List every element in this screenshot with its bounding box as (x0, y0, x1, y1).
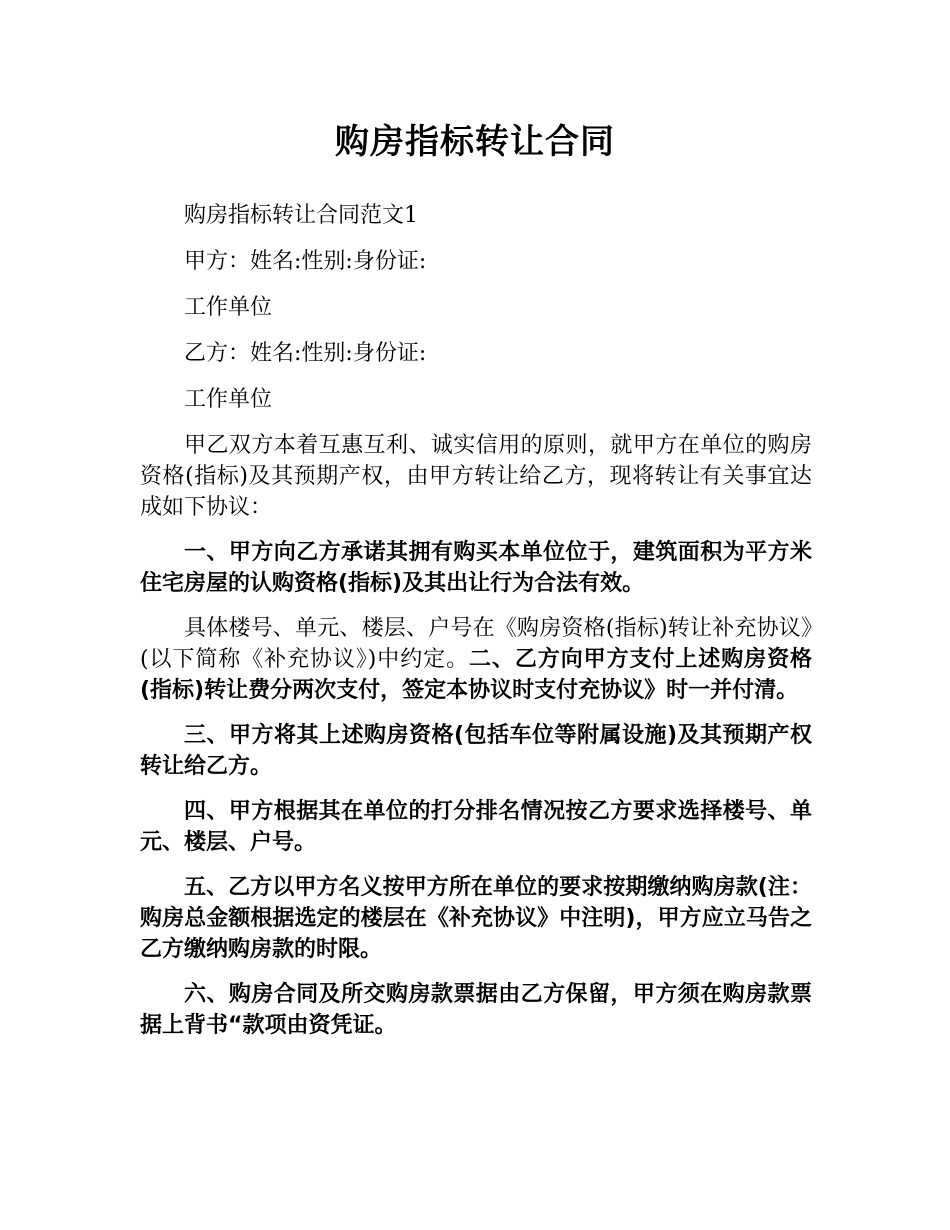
party-a-line: 甲方：姓名:性别:身份证: (184, 249, 427, 274)
clause-1-paragraph: 一、甲方向乙方承诺其拥有购买本单位位于，建筑面积为平方米住宅房屋的认购资格(指标)及其出让行为合法有效。 (140, 540, 812, 596)
preamble-paragraph: 甲乙双方本着互惠互利、诚实信用的原则，就甲方在单位的购房资格(指标)及其预期产权，由甲方转让给乙方，现将转让有关事宜达成如下协议： (140, 433, 812, 520)
clause-4-paragraph: 四、甲方根据其在单位的打分排名情况按乙方要求选择楼号、单元、楼层、户号。 (140, 799, 812, 855)
clause-2-detail-text: 具体楼号、单元、楼层、户号在《购房资格(指标)转让补充协议》(以下简称《补充协议》)中约定。 (140, 616, 812, 672)
clause-2-bold-text: 二、乙方向甲方支付上述购房资格(指标)转让费分两次支付，签定本协议时支付充协议》时一并付清。 (140, 647, 812, 703)
clause-5-paragraph: 五、乙方以甲方名义按甲方所在单位的要求按期缴纳购房款(注：购房总金额根据选定的楼层在《补充协议》中注明)，甲方应立马告之乙方缴纳购房款的时限。 (140, 875, 812, 962)
party-a-work-line: 工作单位 (184, 295, 273, 320)
document-title: 购房指标转让合同 (335, 122, 615, 162)
clause-6-paragraph: 六、购房合同及所交购房款票据由乙方保留，甲方须在购房款票据上背书“款项由资凭证。 (140, 982, 812, 1038)
clause-3-paragraph: 三、甲方将其上述购房资格(包括车位等附属设施)及其预期产权转让给乙方。 (140, 723, 812, 779)
clause-2-paragraph (140, 613, 812, 706)
document-body (140, 200, 812, 1041)
party-b-work-line: 工作单位 (184, 387, 273, 412)
subtitle-paragraph: 购房指标转让合同范文1 (184, 203, 418, 228)
party-b-line: 乙方：姓名:性别:身份证: (184, 341, 427, 366)
